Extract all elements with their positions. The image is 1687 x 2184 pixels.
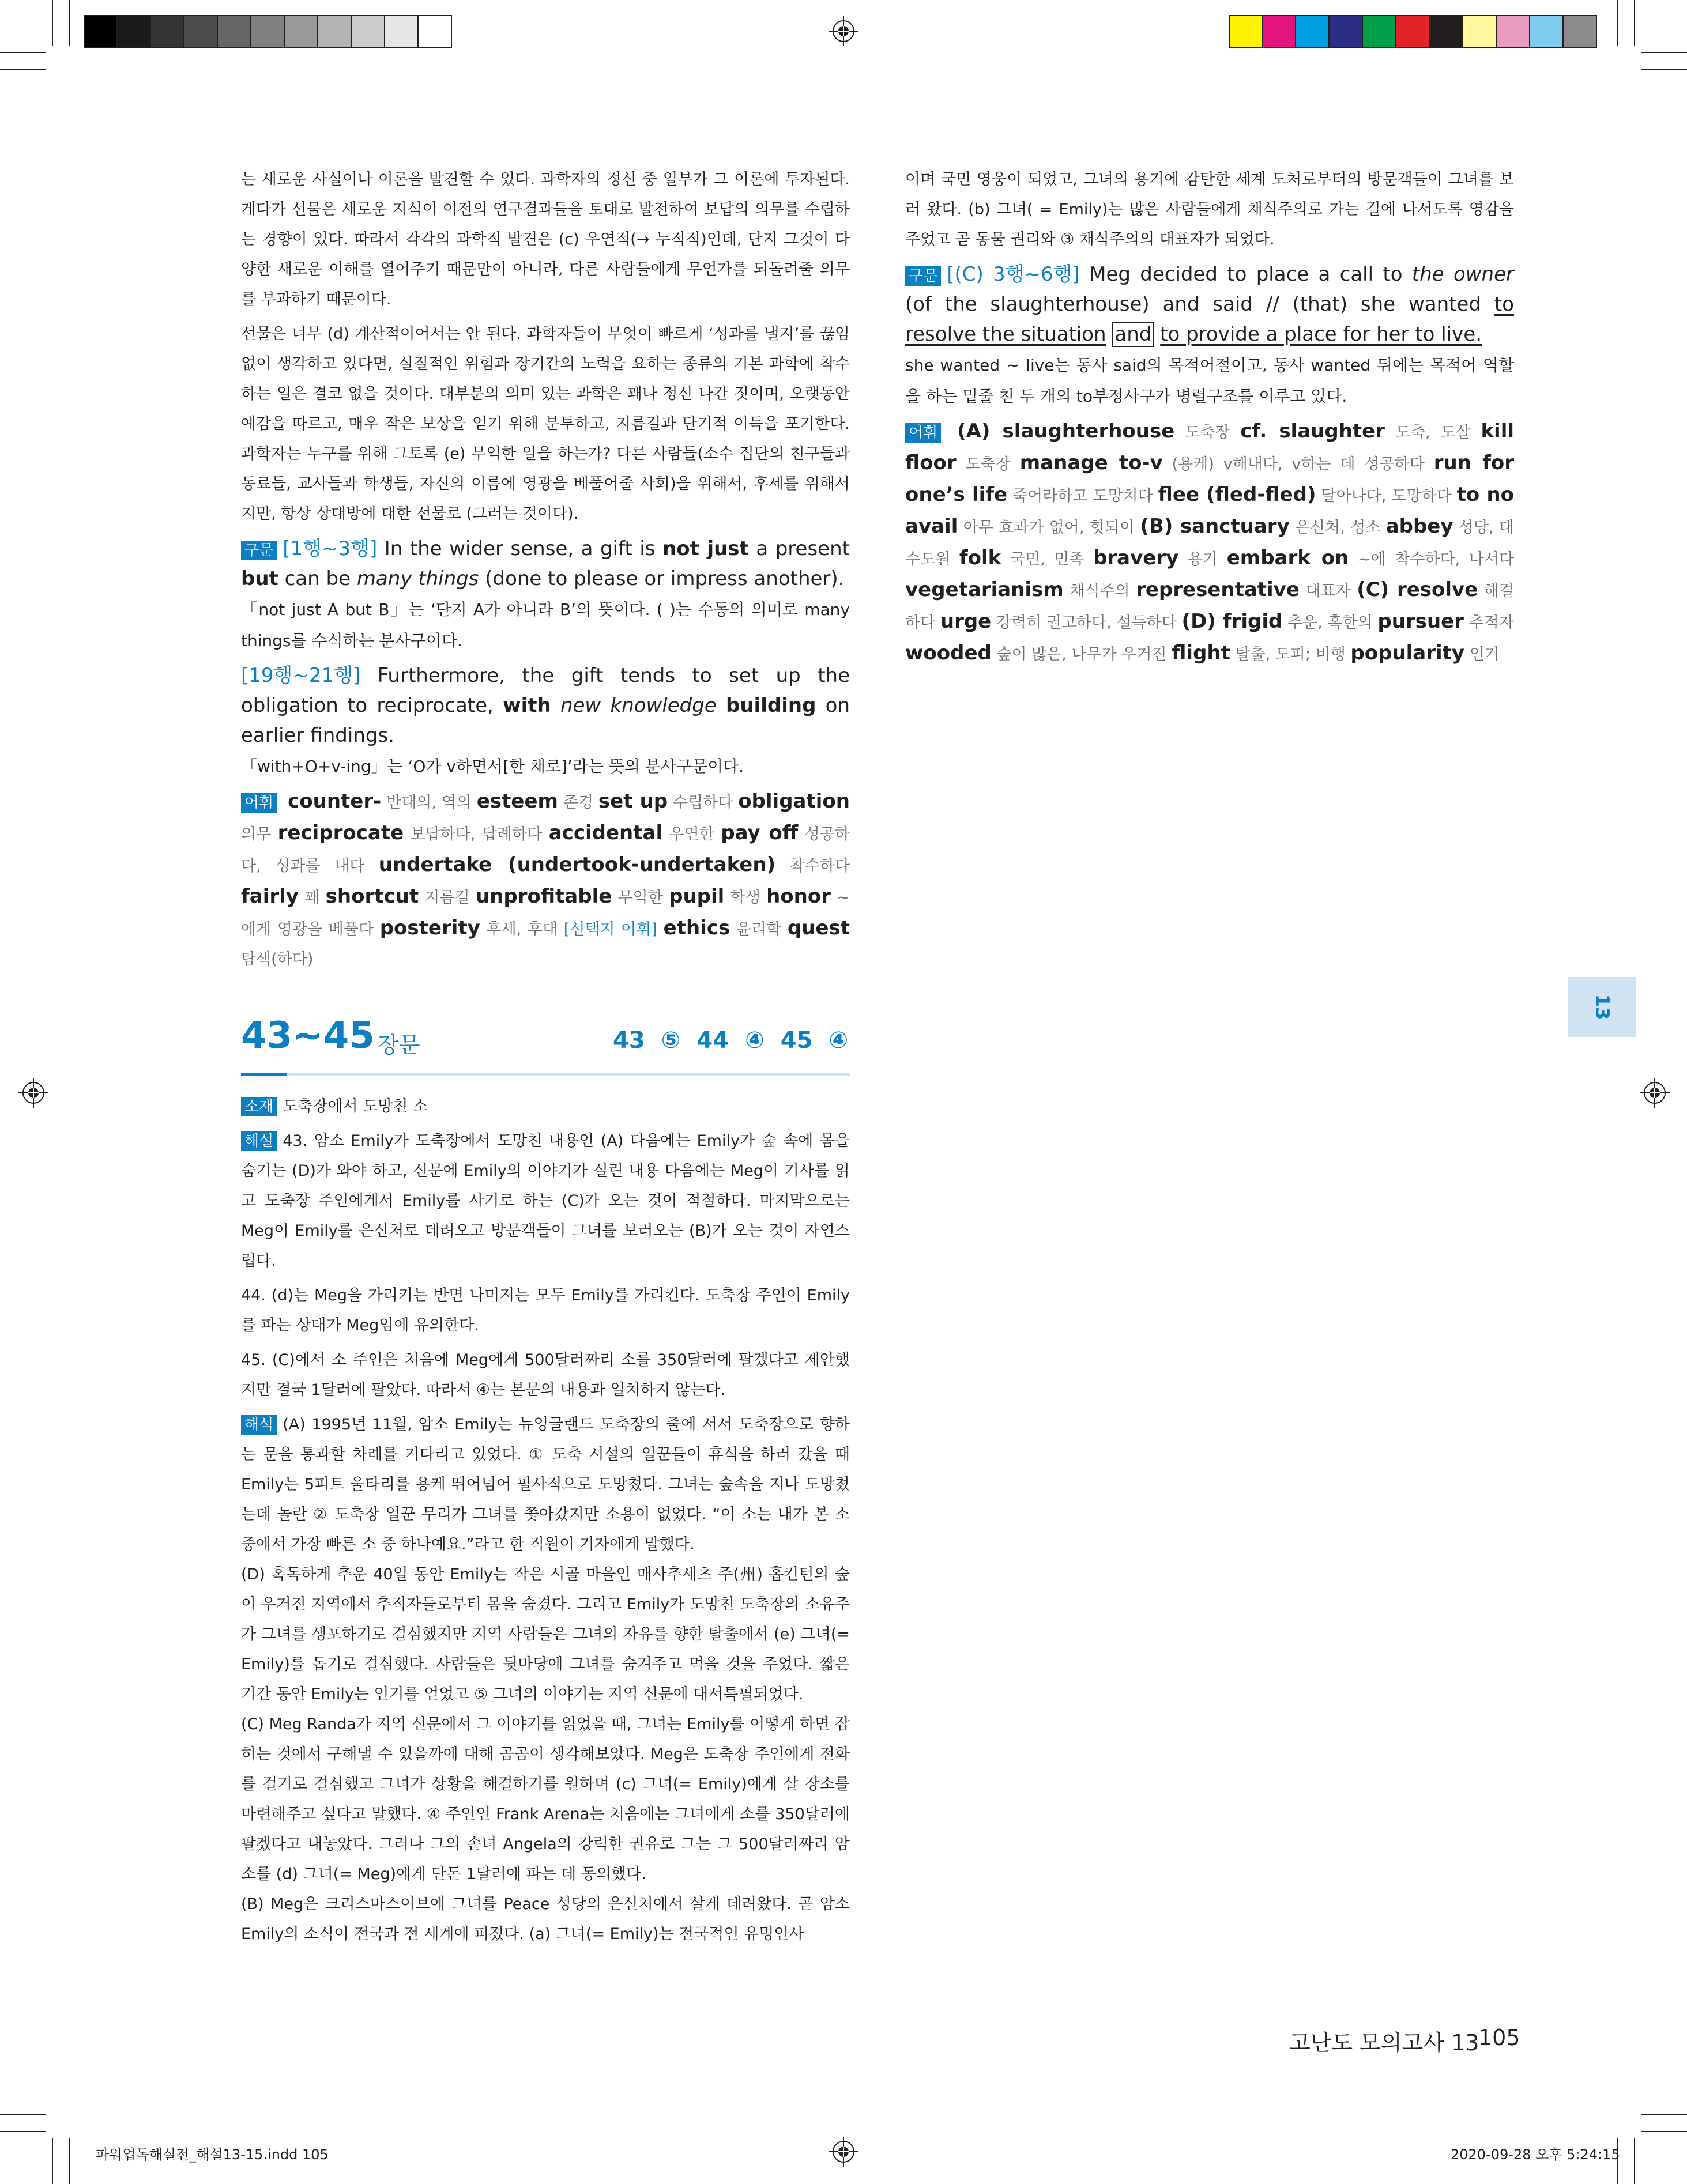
vocab-meaning: 은신처, 성소: [1295, 519, 1381, 537]
crop-mark: [0, 2114, 46, 2115]
color-swatch: [1463, 15, 1497, 48]
grammar-tag: 구문: [241, 541, 277, 560]
vocab-word: run for one’s life: [905, 451, 1514, 506]
vocab-meaning: 탐색(하다): [241, 950, 314, 968]
crop-mark: [52, 0, 53, 46]
vocab-word: esteem: [476, 790, 558, 813]
vocab-word: embark on: [1226, 546, 1349, 569]
registration-mark-icon: [829, 2137, 858, 2167]
color-swatch: [84, 15, 118, 48]
color-swatch: [251, 15, 285, 48]
translation-B: (B) Meg은 크리스마스이브에 그녀를 Peace 성당의 은신처에서 살게 데려왔다. 곧 암소 Emily의 소식이 전국과 전 세계에 퍼졌다. (a) 그녀(= Emily)는 전국적인 유명인사: [241, 1895, 850, 1943]
vocab-meaning: 우연한: [669, 825, 714, 843]
vocab-word: reciprocate: [277, 821, 404, 844]
grammar-note: [19행~21행] Furthermore, the gift tends to set up the obligation to reciprocate, with new knowledge building on earlier findings. 「with+O+v-ing」는 ‘O가 v하면서[한 채로]’라는 뜻의 분사구문이다.: [241, 664, 850, 776]
registration-mark-icon: [829, 16, 858, 46]
vocab-word: cf. slaughter: [1240, 420, 1385, 443]
vocab-word: vegetarianism: [905, 578, 1064, 601]
color-swatch: [1296, 15, 1330, 48]
color-swatch: [1530, 15, 1564, 48]
translation-C: (C) Meg Randa가 지역 신문에서 그 이야기를 읽었을 때, 그녀는 Emily를 어떻게 하면 잡히는 것에서 구해낼 수 있을까에 대해 곰곰이 생각해보았다. Meg은 도축장 주인에게 전화를 걸기로 결심했고 그녀가 상황을 해결하기를 원하며 (c) 그녀(= Emily)에게 살 장소를 마련해주고 싶다고 말했다. ④ 주인인 Frank Arena는 처음에는 그녀에게 소를 350달러에 팔겠다고 내놓았다. 그러나 그의 손녀 Angela의 강력한 권유로 그는 그 500달러짜리 암소를 (d) 그녀(= Meg)에게 단돈 1달러에 파는 데 동의했다.: [241, 1715, 850, 1883]
color-swatch: [184, 15, 218, 48]
vocab-word: to no avail: [905, 483, 1514, 538]
color-swatch: [1229, 15, 1263, 48]
crop-mark: [69, 2138, 70, 2184]
vocab-word: flee (fled-fled): [1158, 483, 1316, 506]
vocab-meaning: 인기: [1469, 646, 1500, 663]
translation-paragraph: 는 새로운 사실이나 이론을 발견할 수 있다. 과학자의 정신 중 일부가 그 이론에 투자된다. 게다가 선물은 새로운 지식이 이전의 연구결과들을 토대로 발전하여 보답의 의무를 수립하는 경향이 있다. 따라서 각각의 과학적 발견은 (c) 우연적(→ 누적적)인데, 단지 그것이 다양한 새로운 이해를 열어주기 때문만이 아니라, 다른 사람들에게 무언가를 되돌려줄 의무를 부과하기 때문이다.: [241, 171, 850, 308]
color-swatch: [1330, 15, 1363, 48]
vocab-word: (B) sanctuary: [1140, 515, 1290, 538]
grammar-note: 구문 [(C) 3행~6행] Meg decided to place a call to the owner (of the slaughterhouse) and said // (that) she wanted to resolve the situation and to provide a place for her to live. she wanted ~ live는 동사 said의 목적어절이고, 동사 wanted 뒤에는 목적어 역할을 하는 밑줄 친 두 개의 to부정사구가 병렬구조를 이루고 있다.: [905, 263, 1515, 406]
crop-mark: [0, 52, 46, 53]
right-column: [905, 165, 1514, 674]
color-swatch: [1396, 15, 1430, 48]
color-swatch-bar: [1229, 15, 1597, 48]
crop-mark: [1641, 69, 1687, 70]
crop-mark: [1641, 2131, 1687, 2132]
color-swatch: [352, 15, 385, 48]
explanation-column: [241, 1092, 850, 1949]
vocab-word: accidental: [548, 821, 663, 844]
vocab-meaning: ~에 착수하다, 나서다: [1357, 550, 1514, 568]
vocab-meaning: 착수하다: [789, 857, 850, 875]
color-swatch: [385, 15, 419, 48]
vocab-meaning: 용기: [1187, 550, 1218, 568]
grammar-explanation: she wanted ~ live는 동사 said의 목적어절이고, 동사 wanted 뒤에는 목적어 역할을 하는 밑줄 친 두 개의 to부정사구가 병렬구조를 이루고 있다.: [905, 356, 1514, 406]
vocab-meaning: 탈출, 도피; 비행: [1235, 646, 1346, 663]
vocabulary-tag: 어휘: [905, 423, 941, 443]
vocab-meaning: 반대의, 역의: [386, 794, 472, 812]
vocab-word: ethics: [663, 916, 730, 940]
gray-swatch-bar: [84, 15, 452, 48]
crop-mark: [0, 69, 46, 70]
color-swatch: [118, 15, 151, 48]
explanation-tag: 해설: [241, 1131, 277, 1151]
vocab-meaning: 수립하다: [672, 794, 733, 812]
explanation-43: 해설 43. 암소 Emily가 도축장에서 도망친 내용인 (A) 다음에는 Emily가 숲 속에 몸을 숨기는 (D)가 와야 하고, 신문에 Emily의 이야기가 실린 내용 다음에는 Meg이 기사를 읽고 도축장 주인에게서 Emily를 사기로 하는 (C)가 오는 것이 적절하다. 마지막으로는 Meg이 Emily를 은신처로 데려오고 방문객들이 그녀를 보러오는 (B)가 오는 것이 자연스럽다.: [241, 1132, 850, 1270]
vocab-word: manage to-v: [1019, 451, 1163, 474]
crop-mark: [1617, 0, 1618, 46]
vocabulary-tag: 어휘: [241, 793, 277, 813]
registration-mark-icon: [18, 1078, 48, 1108]
registration-mark-icon: [1640, 1078, 1670, 1108]
page-number: 105: [1478, 2025, 1520, 2050]
vocab-meaning: 지름길: [424, 889, 470, 907]
vocab-meaning: 채식주의: [1070, 582, 1130, 600]
vocab-meaning: 추적자: [1468, 614, 1514, 632]
vocab-word: undertake (undertook-undertaken): [378, 853, 776, 876]
topic-tag: 소재: [241, 1097, 277, 1116]
vocab-meaning: 도축장: [965, 455, 1011, 473]
color-swatch: [151, 15, 184, 48]
color-swatch: [1564, 15, 1597, 48]
crop-mark: [52, 2138, 53, 2184]
vocab-meaning: 도축장: [1185, 424, 1230, 442]
vocab-meaning: 꽤: [304, 889, 320, 907]
vocab-word: pupil: [669, 885, 725, 908]
color-swatch: [1430, 15, 1463, 48]
grammar-tag: 구문: [905, 266, 941, 286]
left-column: [241, 165, 850, 979]
file-slug: 파워업독해실전_해설13-15.indd 105: [96, 2147, 329, 2163]
vocab-word: quest: [787, 916, 850, 940]
vocab-word: posterity: [379, 916, 480, 940]
vocab-word: pursuer: [1377, 610, 1464, 633]
vocab-meaning: 학생: [730, 889, 760, 907]
vocab-meaning: 강력히 권고하다, 설득하다: [996, 614, 1177, 632]
vocab-meaning: 도축, 도살: [1395, 424, 1471, 442]
vocab-meaning: 성당, 대수도원: [905, 519, 1514, 568]
vocab-word: shortcut: [325, 885, 419, 908]
vocab-word: obligation: [738, 790, 850, 813]
vocab-word: honor: [766, 885, 831, 908]
crop-mark: [0, 2131, 46, 2132]
vocab-word: abbey: [1385, 515, 1453, 538]
vocab-meaning: 보답하다, 답례하다: [410, 825, 543, 843]
vocab-word: folk: [959, 546, 1001, 569]
vocab-meaning: 후세, 후대: [486, 921, 558, 938]
vocab-extra-label: [선택지 어휘]: [563, 921, 657, 938]
vocab-word: (A) slaughterhouse: [957, 420, 1175, 443]
color-swatch: [419, 15, 452, 48]
section-label: 장문: [378, 1032, 420, 1058]
vocab-word: unprofitable: [475, 885, 612, 908]
topic-line: 소재 도축장에서 도망친 소: [241, 1092, 850, 1122]
line-reference: [(C) 3행~6행]: [947, 263, 1080, 286]
vocab-meaning: 아무 효과가 없어, 헛되이: [963, 519, 1135, 537]
vocab-word: kill floor: [905, 420, 1515, 474]
vocab-meaning: 추운, 혹한의: [1287, 614, 1373, 632]
section-divider: [241, 1073, 850, 1076]
grammar-explanation: 「with+O+v-ing」는 ‘O가 v하면서[한 채로]’라는 뜻의 분사구문이다.: [241, 757, 744, 776]
crop-mark: [1634, 0, 1635, 46]
footer-title: 고난도 모의고사 13: [1289, 2030, 1479, 2055]
vocab-word: flight: [1172, 642, 1230, 665]
vocab-meaning: (용케) v해내다, v하는 데 성공하다: [1172, 455, 1425, 473]
vocab-word: pay off: [721, 821, 799, 844]
vocab-meaning: 죽어라하고 도망치다: [1012, 487, 1153, 505]
grammar-note: 구문 [1행~3행] In the wider sense, a gift is not just a present but can be many things (done to please or impress another). 「not just A but B」는 ‘단지 A가 아니라 B’의 뜻이다. ( )는 수동의 의미로 many things를 수식하는 분사구이다.: [241, 537, 850, 650]
vocab-word: bravery: [1093, 546, 1179, 569]
vocab-meaning: ~에게 영광을 베풀다: [241, 889, 850, 938]
color-swatch: [218, 15, 251, 48]
vocab-meaning: 대표자: [1305, 582, 1351, 600]
color-swatch: [1497, 15, 1530, 48]
crop-mark: [69, 0, 70, 46]
vocab-word: (C) resolve: [1357, 578, 1478, 601]
date-slug: 2020-09-28 오후 5:24:15: [1451, 2147, 1620, 2163]
line-reference: [19행~21행]: [241, 664, 361, 687]
vocab-word: representative: [1136, 578, 1300, 601]
vocab-meaning: 존경: [563, 794, 594, 812]
vocabulary-list: [241, 786, 850, 975]
crop-mark: [1634, 2138, 1635, 2184]
translation-paragraph: 선물은 너무 (d) 계산적이어서는 안 된다. 과학자들이 무엇이 빠르게 ‘성과를 낼지’를 끊임없이 생각하고 있다면, 실질적인 위험과 장기간의 노력을 요하는 종류의 기본 과학에 착수하는 일은 결코 없을 것이다. 대부분의 의미 있는 과학은 꽤나 정신 나간 짓이며, 오랫동안 예감을 따르고, 매우 작은 보상을 얻기 위해 분투하고, 지름길과 단기적 이득을 포기한다. 과학자는 누구를 위해 그토록 (e) 무익한 일을 하는가? 다른 사람들(소수 집단의 친구들과 동료들, 교사들과 학생들, 자신의 이름에 영광을 베풀어줄 사회)을 위해서, 후세를 위해서지만, 항상 상대방에 대한 선물로 (그러는 것이다).: [241, 325, 850, 523]
vocab-meaning: 달아나다, 도망하다: [1321, 487, 1452, 505]
chapter-tab: 13: [1568, 977, 1636, 1037]
vocab-word: set up: [598, 790, 668, 813]
vocab-meaning: 성공하다, 성과를 내다: [241, 825, 850, 875]
translation-D: (D) 혹독하게 추운 40일 동안 Emily는 작은 시골 마을인 매사추세츠 주(州) 홉킨턴의 숲이 우거진 지역에서 추적자들로부터 몸을 숨겼다. 그리고 Emily가 도망친 도축장의 소유주가 그녀를 생포하기로 결심했지만 지역 사람들은 그녀의 자유를 향한 탈출에서 (e) 그녀(= Emily)를 돕기로 결심했다. 사람들은 뒷마당에 그녀를 숨겨주고 먹을 것을 주었다. 짧은 기간 동안 Emily는 인기를 얻었고 ⑤ 그녀의 이야기는 지역 신문에 대서특필되었다.: [241, 1566, 850, 1703]
color-swatch: [1263, 15, 1296, 48]
translation-A: 해석 (A) 1995년 11월, 암소 Emily는 뉴잉글랜드 도축장의 줄에 서서 도축장으로 향하는 문을 통과할 차례를 기다리고 있었다. ① 도축 시설의 일꾼들이 휴식을 하러 갔을 때 Emily는 5피트 울타리를 용케 뛰어넘어 필사적으로 도망쳤다. 그녀는 숲속을 지나 도망쳤는데 놀란 ② 도축장 일꾼 무리가 그녀를 쫓아갔지만 소용이 없었다. “이 소는 내가 본 소 중에서 가장 빠른 소 중 하나예요.”라고 한 직원이 기자에게 말했다.: [241, 1416, 850, 1553]
vocabulary-list: [905, 416, 1514, 670]
explanation-45: 45. (C)에서 소 주인은 처음에 Meg에게 500달러짜리 소를 350달러에 팔겠다고 제안했지만 결국 1달러에 팔았다. 따라서 ④는 본문의 내용과 일치하지 않는다.: [241, 1351, 850, 1399]
vocab-meaning: 국민, 민족: [1010, 550, 1084, 568]
translation-paragraph: 이며 국민 영웅이 되었고, 그녀의 용기에 감탄한 세계 도처로부터의 방문객들이 그녀를 보러 왔다. (b) 그녀( = Emily)는 많은 사람들에게 채식주의로 가는 길에 나서도록 영감을 주었고 곧 동물 권리와 ③ 채식주의의 대표자가 되었다.: [905, 171, 1514, 248]
color-swatch: [318, 15, 352, 48]
vocab-word: (D) frigid: [1181, 610, 1283, 633]
crop-mark: [1641, 2114, 1687, 2115]
vocab-word: wooded: [905, 642, 992, 665]
color-swatch: [285, 15, 318, 48]
explanation-44: 44. (d)는 Meg을 가리키는 반면 나머지는 모두 Emily를 가리킨다. 도축장 주인이 Emily를 파는 상대가 Meg임에 유의한다.: [241, 1287, 850, 1334]
vocab-word: fairly: [241, 885, 299, 908]
translation-tag: 해석: [241, 1415, 277, 1435]
vocab-meaning: 무익한: [617, 889, 663, 907]
color-swatch: [1363, 15, 1396, 48]
vocab-meaning: 숲이 많은, 나무가 우거진: [996, 646, 1167, 663]
line-reference: [1행~3행]: [283, 537, 378, 560]
vocab-meaning: 해결하다: [905, 582, 1514, 632]
vocab-meaning: 의무: [241, 825, 272, 843]
vocab-meaning: 윤리학: [736, 921, 782, 938]
vocab-word: urge: [940, 610, 992, 633]
vocab-word: popularity: [1350, 642, 1465, 665]
section-number: 43~45: [241, 1014, 375, 1057]
vocab-word: counter-: [288, 790, 382, 813]
crop-mark: [1641, 52, 1687, 53]
answer-key: 43 ⑤ 44 ④ 45 ④: [613, 1027, 849, 1054]
grammar-explanation: 「not just A but B」는 ‘단지 A가 아니라 B’의 뜻이다. ( )는 수동의 의미로 many things를 수식하는 분사구이다.: [241, 600, 850, 650]
